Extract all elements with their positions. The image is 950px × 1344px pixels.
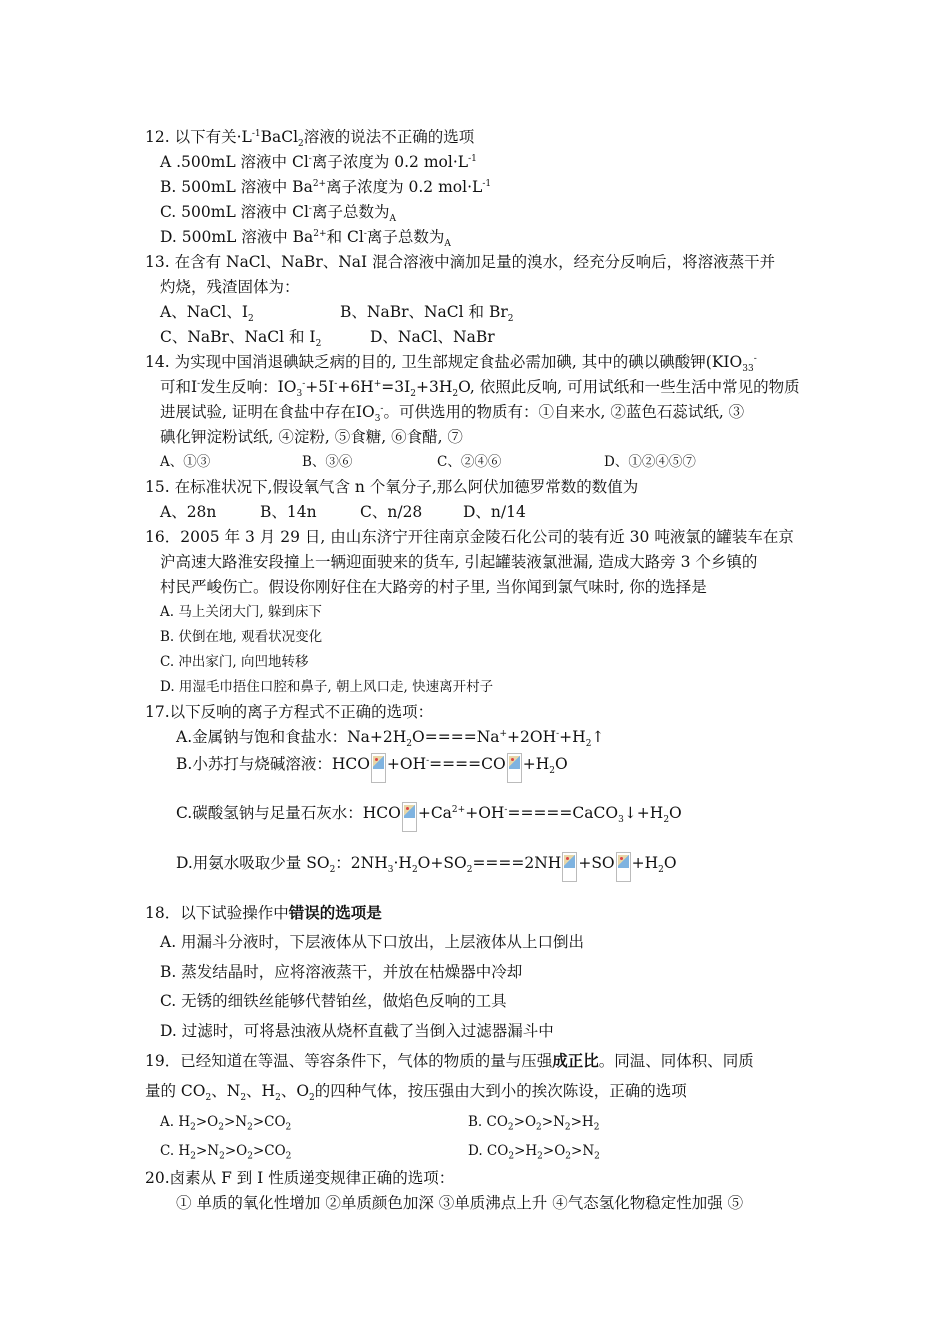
q14-option-b: B、③⑥ — [302, 454, 353, 470]
q17-stem: 17.以下反响的离子方程式不正确的选项： — [145, 703, 434, 721]
q19-stem-line2: 量的 $CO_2$、$N_2$、$H_2$、$O_2$的四种气体，按压强由大到小的挨次陈设，正确的选项 — [145, 1082, 687, 1104]
q16-stem-line3: 村民严峻伤亡。假设你刚好住在大路旁的村子里, 当你闻到氯气味时, 你的选择是 — [160, 578, 707, 596]
broken-image-icon — [616, 852, 631, 882]
q16-option-d: D. 用湿毛巾捂住口腔和鼻子, 朝上风口走, 快速离开村子 — [160, 679, 494, 695]
q17-option-c: C.碳酸氢钠与足量石灰水：HCO $+Ca^{2+}+OH^-=====CaCO_3↓+H_2O$ — [176, 802, 682, 832]
q12-option-d: D. 500mL 溶液中 $Ba^{2+}$和 Cl-离子总数为$_A$ — [160, 228, 451, 250]
q13-stem-line2: 灼烧，残渣固体为： — [160, 278, 300, 296]
q16-stem-line2: 沪高速大路淮安段撞上一辆迎面驶来的货车, 引起罐装液氯泄漏, 造成大路旁 3 个乡镇的 — [160, 553, 758, 571]
q15-option-b: B、14n — [260, 503, 317, 521]
q14-stem-line2: 可和I-发生反响：$IO_3^-+5I^-+6H^+=3I_2+3H_2O$, 依照此反响, 可用试纸和一些生活中常见的物质 — [160, 378, 800, 400]
q13-option-a: A、NaCl、$I_2$ — [160, 303, 254, 325]
q19-option-c: C. $H_2>N_2>O_2>CO_2$ — [160, 1143, 292, 1162]
q19-option-d: D. $CO_2>H_2>O_2>N_2$ — [468, 1143, 600, 1162]
q14-option-a: A、①③ — [160, 454, 211, 470]
q20-items: ① 单质的氧化性增加 ②单质颜色加深 ③单质沸点上升 ④气态氢化物稳定性加强 ⑤ — [176, 1194, 744, 1212]
q14-option-c: C、②④⑥ — [437, 454, 502, 470]
q18-option-a: A. 用漏斗分液时，下层液体从下口放出，上层液体从上口倒出 — [160, 933, 585, 951]
q15-option-c: C、n/28 — [360, 503, 423, 521]
q19-option-b: B. $CO_2>O_2>N_2>H_2$ — [468, 1114, 600, 1133]
q15-option-a: A、28n — [160, 503, 217, 521]
q12-option-a: A .500mL 溶液中 Cl-离子浓度为 0.2 $mol\cdot L^{-1}$ — [160, 153, 477, 171]
q12-option-b: B. 500mL 溶液中 $Ba^{2+}$离子浓度为 0.2 $mol\cdot L^{-1}$ — [160, 178, 492, 196]
q15-option-d: D、n/14 — [463, 503, 526, 521]
q13-option-c: C、NaBr、NaCl 和 $I_2$ — [160, 328, 322, 350]
broken-image-icon — [371, 753, 386, 783]
q15-stem: 15. 在标准状况下,假设氧气含 n 个氧分子,那么阿伏加德罗常数的数值为 — [145, 478, 639, 496]
q13-option-d: D、NaCl、NaBr — [370, 328, 495, 346]
q16-option-c: C. 冲出家门, 向凹地转移 — [160, 654, 309, 670]
q13-stem-line1: 13. 在含有 NaCl、NaBr、NaI 混合溶液中滴加足量的溴水，经充分反响后，将溶液蒸干并 — [145, 253, 776, 271]
q14-stem-line4: 碘化钾淀粉试纸, ④淀粉, ⑤食糖, ⑥食醋, ⑦ — [160, 428, 463, 446]
q18-stem: 18．以下试验操作中错误的选项是 — [145, 903, 382, 922]
broken-image-icon — [562, 852, 577, 882]
broken-image-icon — [507, 753, 522, 783]
q19-stem-line1: 19．已经知道在等温、等容条件下，气体的物质的量与压强成正比。同温、同体积、同质 — [145, 1051, 754, 1070]
broken-image-icon — [402, 802, 417, 832]
q17-option-b: B.小苏打与烧碱溶液：HCO $+OH^-====CO +H_2O$ — [176, 753, 568, 783]
q13-option-b: B、NaBr、NaCl 和 $Br_2$ — [340, 303, 514, 325]
q18-option-d: D. 过滤时，可将悬浊液从烧杯直截了当倒入过滤器漏斗中 — [160, 1022, 554, 1040]
q19-option-a: A. $H_2>O_2>N_2>CO_2$ — [160, 1114, 292, 1133]
q18-option-c: C. 无锈的细铁丝能够代替铂丝，做焰色反响的工具 — [160, 992, 507, 1010]
q17-option-a: A.金属钠与饱和食盐水：$Na+2H_2O====Na^++2OH^-+H_2↑$ — [176, 728, 605, 750]
q16-option-b: B. 伏倒在地, 观看状况变化 — [160, 629, 323, 645]
q14-stem-line3: 进展试验, 证明在食盐中存在$IO_3^-$。可供选用的物质有：①自来水, ②蓝色石蕊试纸, ③ — [160, 403, 745, 425]
q17-option-d: D.用氨水吸取少量 $SO_2$：$2NH_3\cdot H_2O+SO_2====2NH +SO +H_2O$ — [176, 852, 677, 882]
q18-option-b: B. 蒸发结晶时，应将溶液蒸干，并放在枯燥器中冷却 — [160, 963, 523, 981]
q14-option-d: D、①②④⑤⑦ — [604, 454, 696, 470]
q14-stem-line1: 14. 为实现中国消退碘缺乏病的目的, 卫生部规定食盐必需加碘, 其中的碘以碘酸钾($KIO_{33}^-$ — [145, 353, 757, 375]
q12-option-c: C. 500mL 溶液中 Cl-离子总数为$_A$ — [160, 203, 396, 225]
q16-option-a: A. 马上关闭大门, 躲到床下 — [160, 604, 322, 620]
q12-stem: 12. 以下有关$\cdot L^{-1}BaCl_2$溶液的说法不正确的选项 — [145, 128, 475, 150]
q16-stem-line1: 16．2005 年 3 月 29 日, 由山东济宁开往南京金陵石化公司的装有近 30 吨液氯的罐装车在京 — [145, 528, 794, 546]
q20-stem: 20.卤素从 F 到 I 性质递变规律正确的选项： — [145, 1169, 455, 1187]
